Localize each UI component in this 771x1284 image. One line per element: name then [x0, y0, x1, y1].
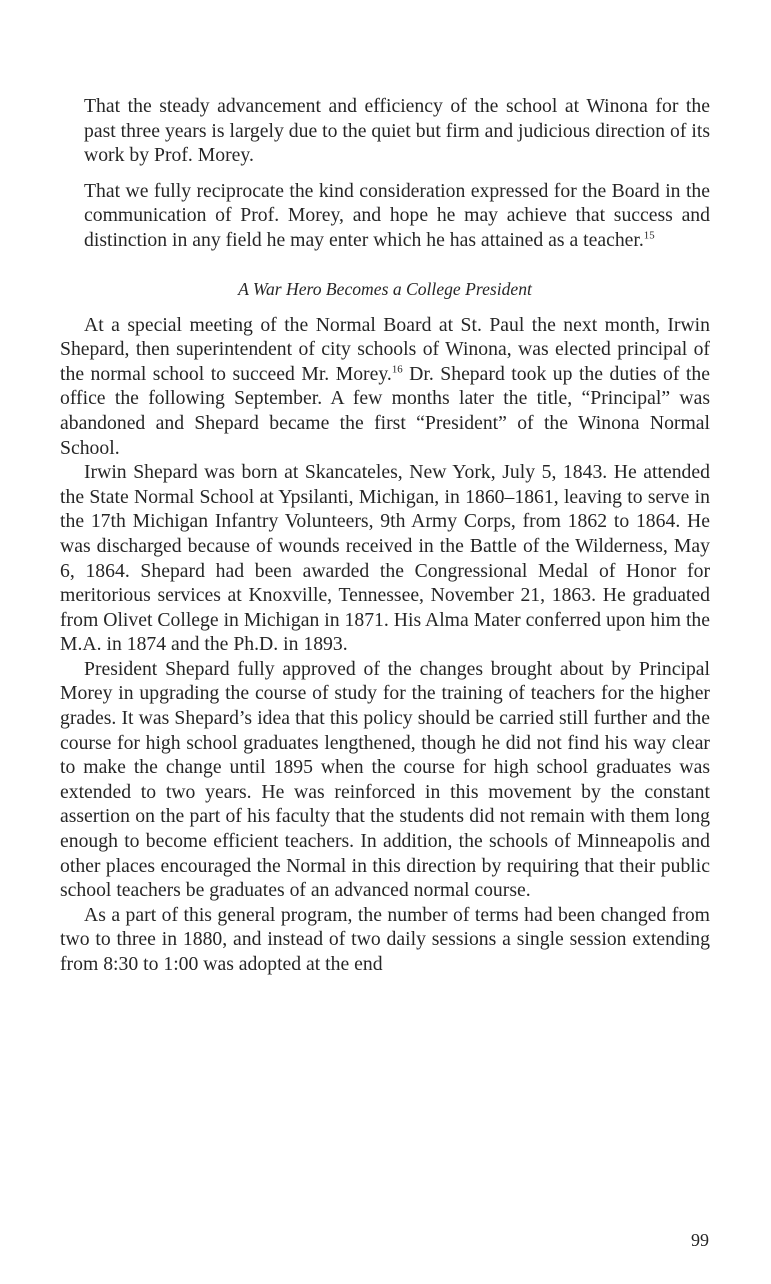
quote-paragraph-2: [60, 179, 710, 253]
quote-paragraph-1: That the steady advancement and efficiency of the school at Winona for the past three years is largely due to the quiet but firm and judicious direction of its work by Prof. Morey.: [84, 95, 710, 167]
footnote-ref-16: 16: [391, 363, 403, 376]
body-paragraph-1: [60, 313, 710, 461]
body-paragraph-2: Irwin Shepard was born at Skancateles, New York, July 5, 1843. He attended the State Normal School at Ypsilanti, Michigan, in 1860–1861, leaving to serve in the 17th Michigan Infantry Volunteers, 9th Army Corps, from 1862 to 1864. He was discharged because of wounds received in the Battle of the Wilderness, May 6, 1864. Shepard had been awarded the Congressional Medal of Honor for meritorious services at Knoxville, Tennessee, November 21, 1863. He graduated from Olivet College in Michigan in 1871. His Alma Mater conferred upon him the M.A. in 1874 and the Ph.D. in 1893.: [60, 461, 710, 656]
page-number: 99: [691, 1230, 709, 1250]
body-paragraph-3: President Shepard fully approved of the changes brought about by Principal Morey in upgrading the course of study for the training of teachers for the higher grades. It was Shepard’s idea that this policy should be carried still further and the course for high school graduates lengthened, though he did not find his way clear to make the change until 1895 when the course for high school graduates was extended to two years. He was reinforced in this movement by the constant assertion on the part of his faculty that the students did not remain with them long enough to become efficient teachers. In addition, the schools of Minneapolis and other places encouraged the Normal in this direction by requiring that their public school teachers be graduates of an advanced normal course.: [60, 657, 710, 902]
body-paragraph-4: As a part of this general program, the number of terms had been changed from two to three in 1880, and instead of two daily sessions a single session extending from 8:30 to 1:00 was adopted at the end: [60, 903, 710, 975]
footnote-ref-15: 15: [643, 229, 655, 242]
quote-paragraph-2-text: That we fully reciprocate the kind consideration expressed for the Board in the communication of Prof. Morey, and hope he may achieve that success and distinction in any field he may enter which he has attained as a teacher.: [84, 179, 710, 251]
page-content: [60, 94, 710, 977]
section-heading: A War Hero Becomes a College President: [238, 278, 532, 299]
body-paragraph-1-text-b: Dr. Shepard took up the duties of the office the following September. A few months later the title, “Principal” was abandoned and Shepard became the first “President” of the Winona Normal School.: [60, 362, 710, 459]
body-paragraph-1-text-a: At a special meeting of the Normal Board at St. Paul the next month, Irwin Shepard, then superintendent of city schools of Winona, was elected principal of the normal school to succeed Mr. Morey.: [60, 313, 710, 385]
